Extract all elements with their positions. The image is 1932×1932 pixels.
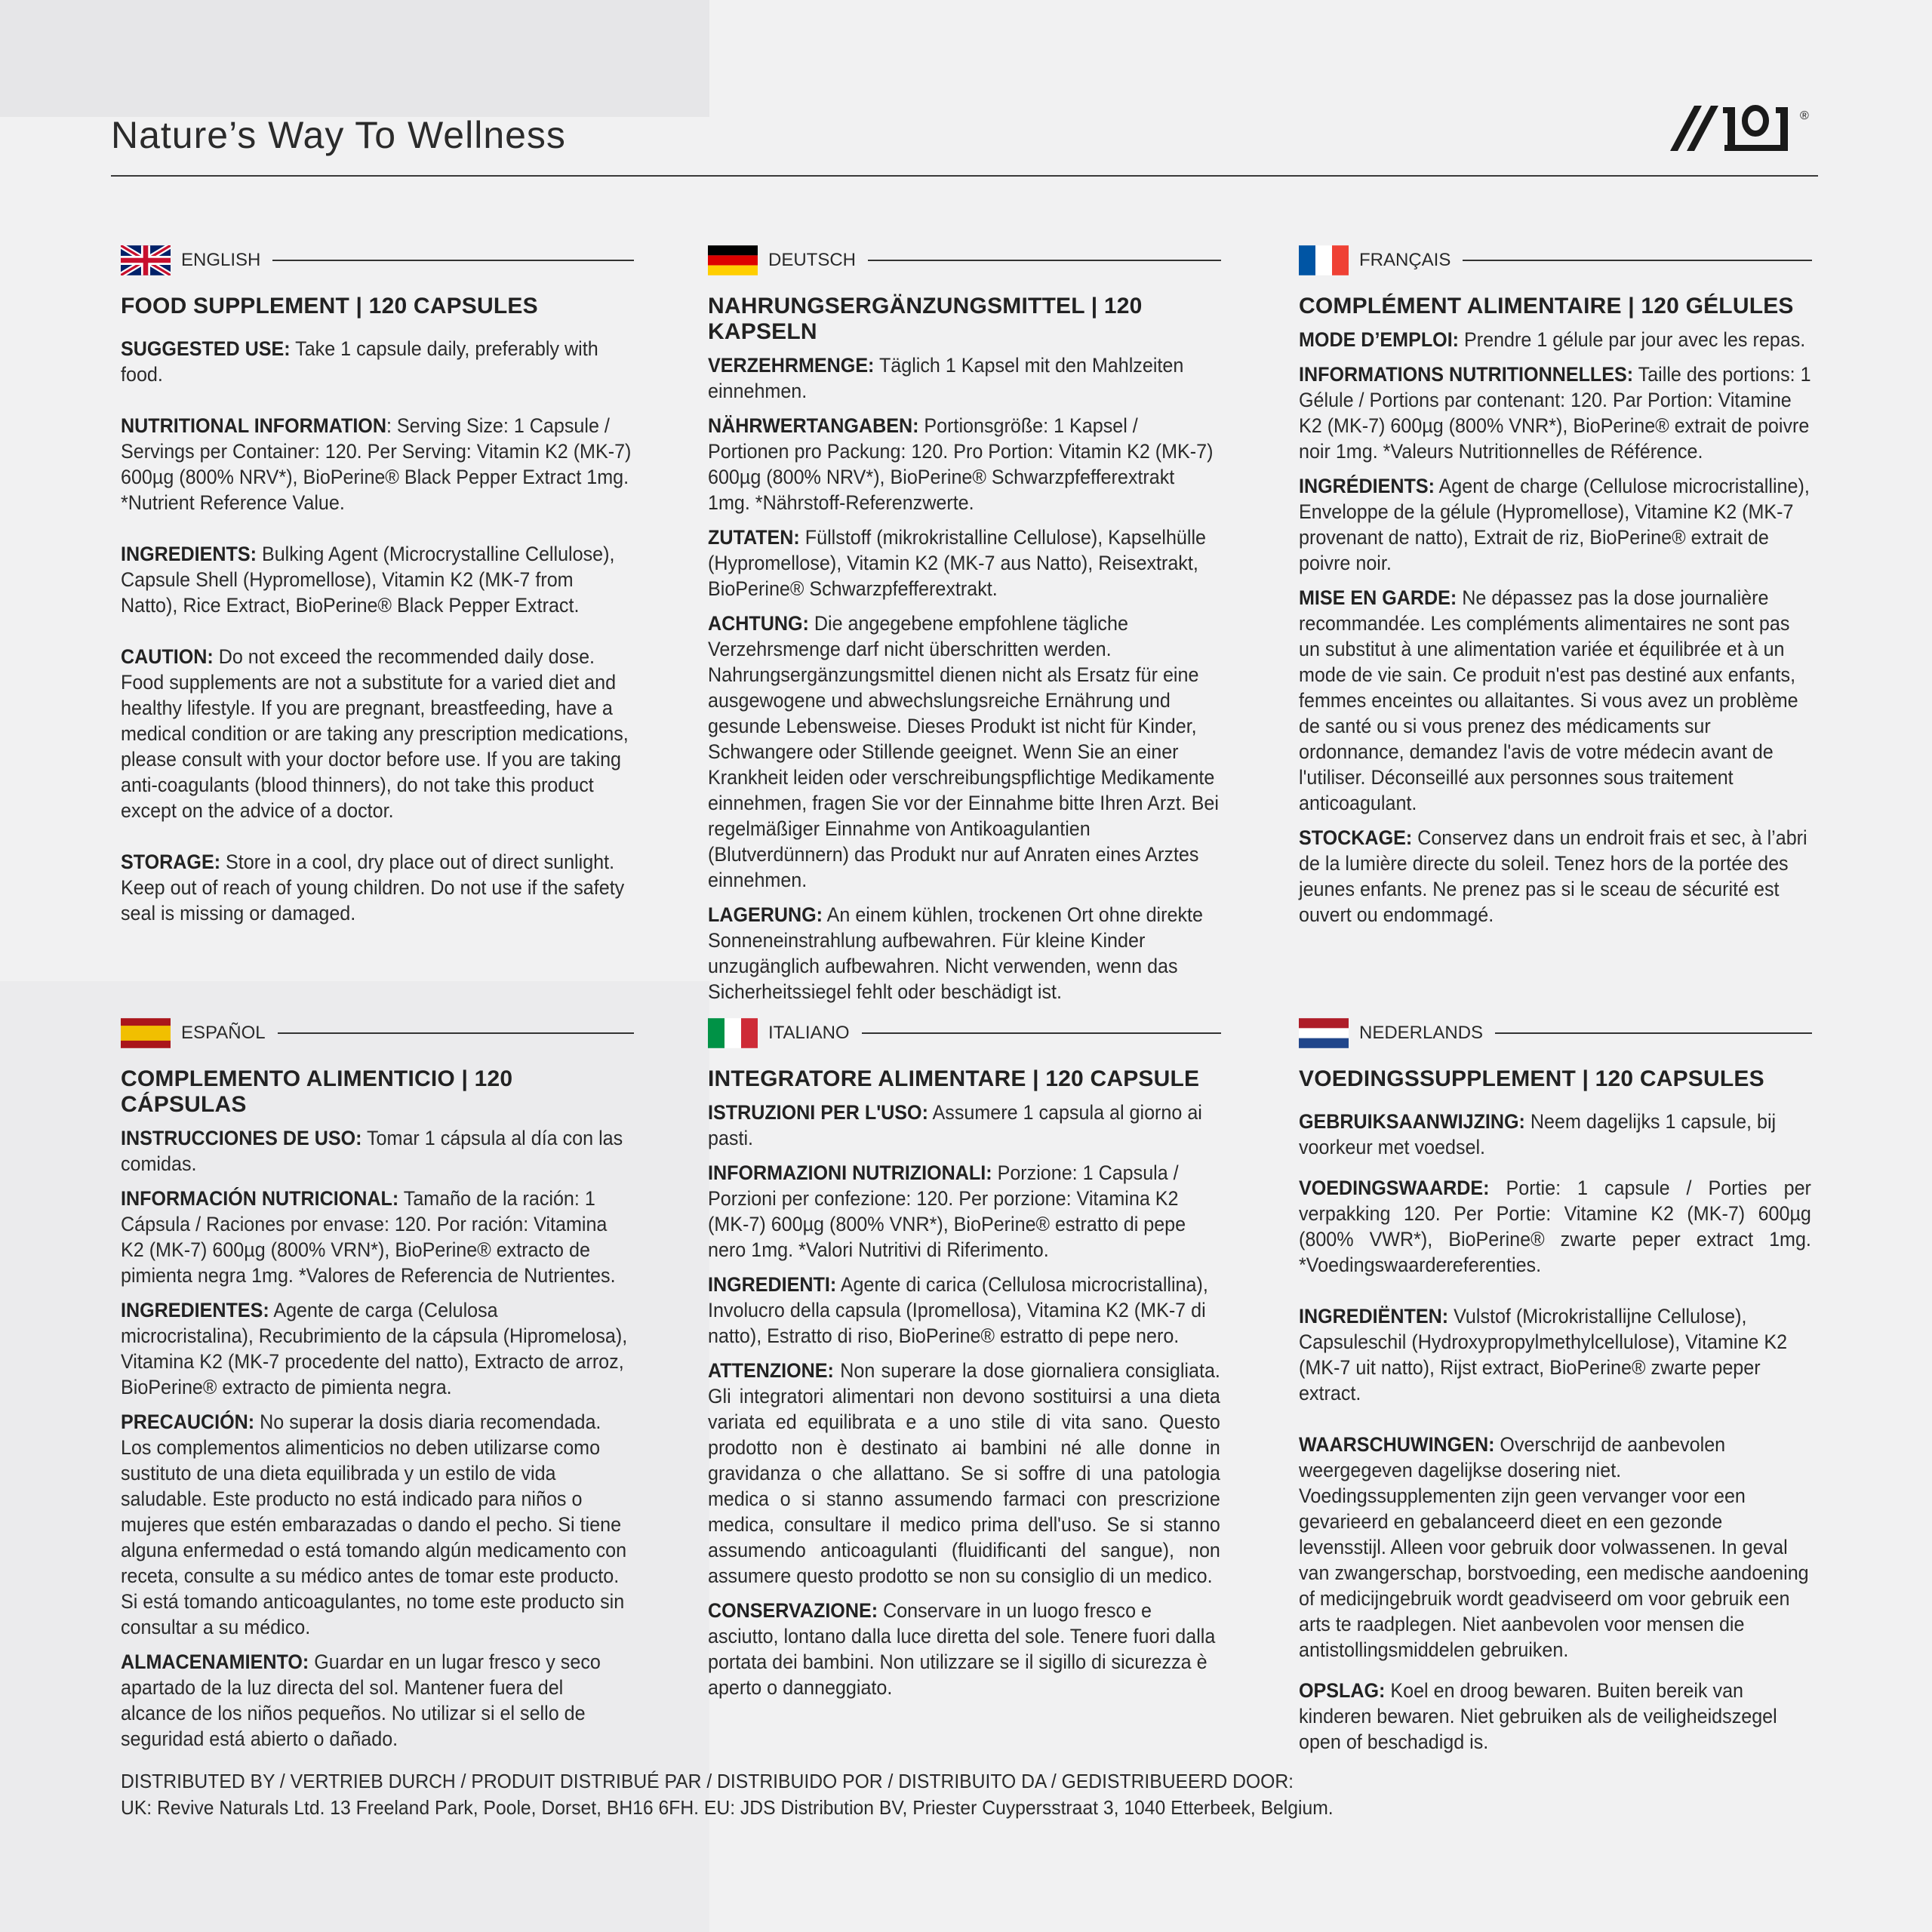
distributor-footer	[121, 1768, 1706, 1821]
storage-text: CONSERVAZIONE: Conservare in un luogo fresco e asciutto, lontano dalla luce diretta del sole. Tenere fuori dalla portata dei bambini. Non utilizzare se il sigillo di sicurezza è aperto o danneggiato.	[708, 1599, 1216, 1699]
section-italiano	[708, 1018, 1221, 1709]
ingredients-text: ZUTATEN: Füllstoff (mikrokristalline Cellulose), Kapselhülle (Hypromellose), Vitamin K2 (MK-7 aus Natto), Reisextrakt, BioPerine® Schwarzpfefferextrakt.	[708, 526, 1207, 600]
section-divider	[278, 1032, 634, 1034]
suggested-use-text: MODE D’EMPLOI: Prendre 1 gélule par jour avec les repas.	[1299, 328, 1806, 351]
suggested-use-text: GEBRUIKSAANWIJZING: Neem dagelijks 1 capsule, bij voorkeur met voedsel.	[1299, 1110, 1777, 1158]
caution-text: PRECAUCIÓN: No superar la dosis diaria recomendada. Los complementos alimenticios no deben utilizarse como sustituto de una dieta equilibrada y un estilo de vida saludable. Este producto no está indicado para niños o mujeres que estén embarazadas o dando el pecho. Si tiene alguna enfermedad o está tomando algún medicamento con receta, consulte a su médico antes de tomar este producto. Si está tomando anticoagulantes, no tome este producto sin consultar a su médico.	[121, 1411, 627, 1638]
caution-text: ATTENZIONE: Non superare la dose giornaliera consigliata. Gli integratori alimentari non devono sostituirsi a una dieta variata ed equilibrata e a uno stile di vita sano. Questo prodotto non è destinato ai bambini né alle donne in gravidanza o che allattano. Se si soffre di una patologia medica o si stanno assumendo farmaci con prescrizione medica, consultare il medico prima dell'uso. Se si stanno assumendo anticoagulanti (fluidificanti del sangue), non assumere questo prodotto se non su consiglio di un medico.	[708, 1359, 1220, 1587]
language-label: ENGLISH	[181, 250, 261, 270]
tagline: Nature’s Way To Wellness	[111, 114, 566, 156]
spain-flag-icon	[121, 1018, 171, 1048]
section-title: FOOD SUPPLEMENT | 120 CAPSULES	[121, 294, 538, 318]
section-francais	[1299, 245, 1812, 937]
caution-text: WAARSCHUWINGEN: Overschrijd de aanbevolen weergegeven dagelijkse dosering niet. Voedingssupplementen zijn geen vervanger voor een gevarieerd en gebalanceerd dieet en een gezonde levensstijl. Alleen voor gebruik door volwassenen. In geval van zwangerschap, borstvoeding, een medische aandoening of medicijngebruik wordt geadviseerd om voor gebruik een arts te raadplegen. Niet aanbevolen voor mensen die antistollingsmiddelen gebruiken.	[1299, 1433, 1809, 1661]
language-label: ITALIANO	[768, 1023, 850, 1043]
netherlands-flag-icon	[1299, 1018, 1349, 1048]
nutritional-info-text: INFORMACIÓN NUTRICIONAL: Tamaño de la ración: 1 Cápsula / Raciones por envase: 120. Por ración: Vitamina K2 (MK-7) 600µg (800% VRN*), BioPerine® extracto de pimienta negra 1mg. *Valores de Referencia de Nutrientes.	[121, 1187, 616, 1287]
ingredients-text: INGRÉDIENTS: Agent de charge (Cellulose microcristalline), Enveloppe de la gélule (Hypromellose), Vitamine K2 (MK-7 provenant de natto), Extrait de riz, BioPerine® extrait de poivre noir.	[1299, 475, 1810, 574]
language-label: ESPAÑOL	[181, 1023, 266, 1043]
caution-text: CAUTION: Do not exceed the recommended daily dose. Food supplements are not a substitute for a varied diet and healthy lifestyle. If you are pregnant, breastfeeding, have a medical condition or are taking any prescription medications, please consult with your doctor before use. If you are taking anti-coagulants (blood thinners), do not take this product except on the advice of a doctor.	[121, 645, 629, 822]
svg-text:®: ®	[1800, 109, 1809, 122]
page-header	[111, 91, 1818, 177]
ingredients-text: INGREDIENTS: Bulking Agent (Microcrystalline Cellulose), Capsule Shell (Hypromellose), Vitamin K2 (MK-7 from Natto), Rice Extract, BioPerine® Black Pepper Extract.	[121, 543, 615, 617]
language-label: NEDERLANDS	[1359, 1023, 1484, 1043]
distributor-addresses: UK: Revive Naturals Ltd. 13 Freeland Park, Poole, Dorset, BH16 6FH. EU: JDS Distribution BV, Priester Cuypersstraat 3, 1040 Etterbeek, Belgium.	[121, 1796, 1334, 1819]
language-label: DEUTSCH	[768, 250, 857, 270]
nutritional-info-text: INFORMATIONS NUTRITIONNELLES: Taille des portions: 1 Gélule / Portions par contenant: 120. Par Portion: Vitamine K2 (MK-7) 600µg (800% VNR*), BioPerine® extrait de poivre noir 1mg. *Valeurs Nutritionnelles de Référence.	[1299, 363, 1811, 463]
section-divider	[272, 260, 634, 261]
section-espanol	[121, 1018, 634, 1761]
brand-logo	[1667, 97, 1818, 165]
section-english	[121, 245, 634, 952]
uk-flag-icon	[121, 245, 171, 275]
section-title: INTEGRATORE ALIMENTARE | 120 CAPSULE	[708, 1066, 1200, 1091]
storage-text: STOCKAGE: Conservez dans un endroit frais et sec, à l’abri de la lumière directe du soleil. Tenez hors de la portée des jeunes enfants. Ne prenez pas si le sceau de sécurité est ouvert ou endommagé.	[1299, 826, 1807, 926]
section-title: VOEDINGSSUPPLEMENT | 120 CAPSULES	[1299, 1066, 1764, 1091]
ingredients-text: INGREDIENTI: Agente di carica (Cellulosa microcristallina), Involucro della capsula (Ipromellosa), Vitamina K2 (MK-7 di natto), Estratto di riso, BioPerine® estratto di pepe nero.	[708, 1273, 1208, 1347]
nutritional-info-text: NUTRITIONAL INFORMATION: Serving Size: 1 Capsule / Servings per Container: 120. Per Serving: Vitamin K2 (MK-7) 600µg (800% NRV*), BioPerine® Black Pepper Extract 1mg. *Nutrient Reference Value.	[121, 414, 632, 514]
suggested-use-text: INSTRUCCIONES DE USO: Tomar 1 cápsula al día con las comidas.	[121, 1127, 623, 1175]
distributor-heading: DISTRIBUTED BY / VERTRIEB DURCH / PRODUIT DISTRIBUÉ PAR / DISTRIBUIDO POR / DISTRIBUITO DA / GEDISTRIBUEERD DOOR:	[121, 1770, 1294, 1792]
section-divider	[1495, 1032, 1812, 1034]
suggested-use-text: VERZEHRMENGE: Täglich 1 Kapsel mit den Mahlzeiten einnehmen.	[708, 354, 1184, 402]
storage-text: STORAGE: Store in a cool, dry place out of direct sunlight. Keep out of reach of young children. Do not use if the safety seal is missing or damaged.	[121, 851, 625, 924]
nutritional-info-text: NÄHRWERTANGABEN: Portionsgröße: 1 Kapsel / Portionen pro Packung: 120. Pro Portion: Vitamin K2 (MK-7) 600µg (800% NRV*), BioPerine® Schwarzpfefferextrakt 1mg. *Nährstoff-Referenzwerte.	[708, 414, 1214, 514]
section-deutsch	[708, 245, 1221, 1014]
ingredients-text: INGREDIËNTEN: Vulstof (Microkristallijne Cellulose), Capsuleschil (Hydroxypropylmethylcellulose), Vitamine K2 (MK-7 uit natto), Rijst extract, BioPerine® zwarte peper extract.	[1299, 1305, 1788, 1404]
caution-text: ACHTUNG: Die angegebene empfohlene tägliche Verzehrsmenge darf nicht überschritten werden. Nahrungsergänzungsmittel dienen nicht als Ersatz für eine ausgewogene und abwechslungsreiche Ernährung und gesunde Lebensweise. Dieses Produkt ist nicht für Kinder, Schwangere oder Stillende geeignet. Wenn Sie an einer Krankheit leiden oder verschreibungspflichtige Medikamente einnehmen, fragen Sie vor der Einnahme bitte Ihren Arzt. Bei regelmäßiger Einnahme von Antikoagulantien (Blutverdünnern) das Produkt nur auf Anraten eines Arztes einnehmen.	[708, 612, 1219, 891]
language-label: FRANÇAIS	[1359, 250, 1451, 270]
germany-flag-icon	[708, 245, 758, 275]
section-divider	[1463, 260, 1812, 261]
france-flag-icon	[1299, 245, 1349, 275]
storage-text: ALMACENAMIENTO: Guardar en un lugar fresco y seco apartado de la luz directa del sol. Mantener fuera del alcance de los niños pequeños. No utilizar si el sello de seguridad está abierto o dañado.	[121, 1651, 601, 1750]
nutritional-info-text: VOEDINGSWAARDE: Portie: 1 capsule / Porties per verpakking 120. Per Portie: Vitamine K2 (MK-7) 600µg (800% VWR*), BioPerine® zwarte peper extract 1mg. *Voedingswaardereferenties.	[1299, 1177, 1811, 1276]
caution-text: MISE EN GARDE: Ne dépassez pas la dose journalière recommandée. Les compléments alimentaires ne sont pas un substitut à une alimentation variée et équilibrée et à un mode de vie sain. Ce produit n'est pas destiné aux enfants, femmes enceintes ou allaitantes. Si vous avez un problème de santé ou si vous prenez des médicaments sur ordonnance, demandez l'avis de votre médecin avant de l'utiliser. Déconseillé aux personnes sous traitement anticoagulant.	[1299, 586, 1798, 814]
section-title: COMPLÉMENT ALIMENTAIRE | 120 GÉLULES	[1299, 294, 1794, 318]
section-divider	[868, 260, 1221, 261]
suggested-use-text: SUGGESTED USE: Take 1 capsule daily, preferably with food.	[121, 337, 598, 386]
section-divider	[862, 1032, 1221, 1034]
section-nederlands	[1299, 1018, 1812, 1780]
storage-text: LAGERUNG: An einem kühlen, trockenen Ort ohne direkte Sonneneinstrahlung aufbewahren. Für kleine Kinder unzugänglich aufbewahren. Nicht verwenden, wenn das Sicherheitssiegel fehlt oder beschädigt ist.	[708, 903, 1203, 1003]
nutritional-info-text: INFORMAZIONI NUTRIZIONALI: Porzione: 1 Capsula / Porzioni per confezione: 120. Per porzione: Vitamina K2 (MK-7) 600µg (800% VNR*), BioPerine® estratto di pepe nero 1mg. *Valori Nutritivi di Riferimento.	[708, 1161, 1186, 1261]
ingredients-text: INGREDIENTES: Agente de carga (Celulosa microcristalina), Recubrimiento de la cápsula (Hipromelosa), Vitamina K2 (MK-7 procedente del natto), Extracto de arroz, BioPerine® extracto de pimienta negra.	[121, 1299, 628, 1398]
suggested-use-text: ISTRUZIONI PER L'USO: Assumere 1 capsula al giorno ai pasti.	[708, 1101, 1202, 1149]
italy-flag-icon	[708, 1018, 758, 1048]
storage-text: OPSLAG: Koel en droog bewaren. Buiten bereik van kinderen bewaren. Niet gebruiken als de veiligheidszegel open of beschadigd is.	[1299, 1679, 1777, 1753]
section-title: COMPLEMENTO ALIMENTICIO | 120 CÁPSULAS	[121, 1066, 513, 1117]
section-title: NAHRUNGSERGÄNZUNGSMITTEL | 120 KAPSELN	[708, 294, 1143, 344]
